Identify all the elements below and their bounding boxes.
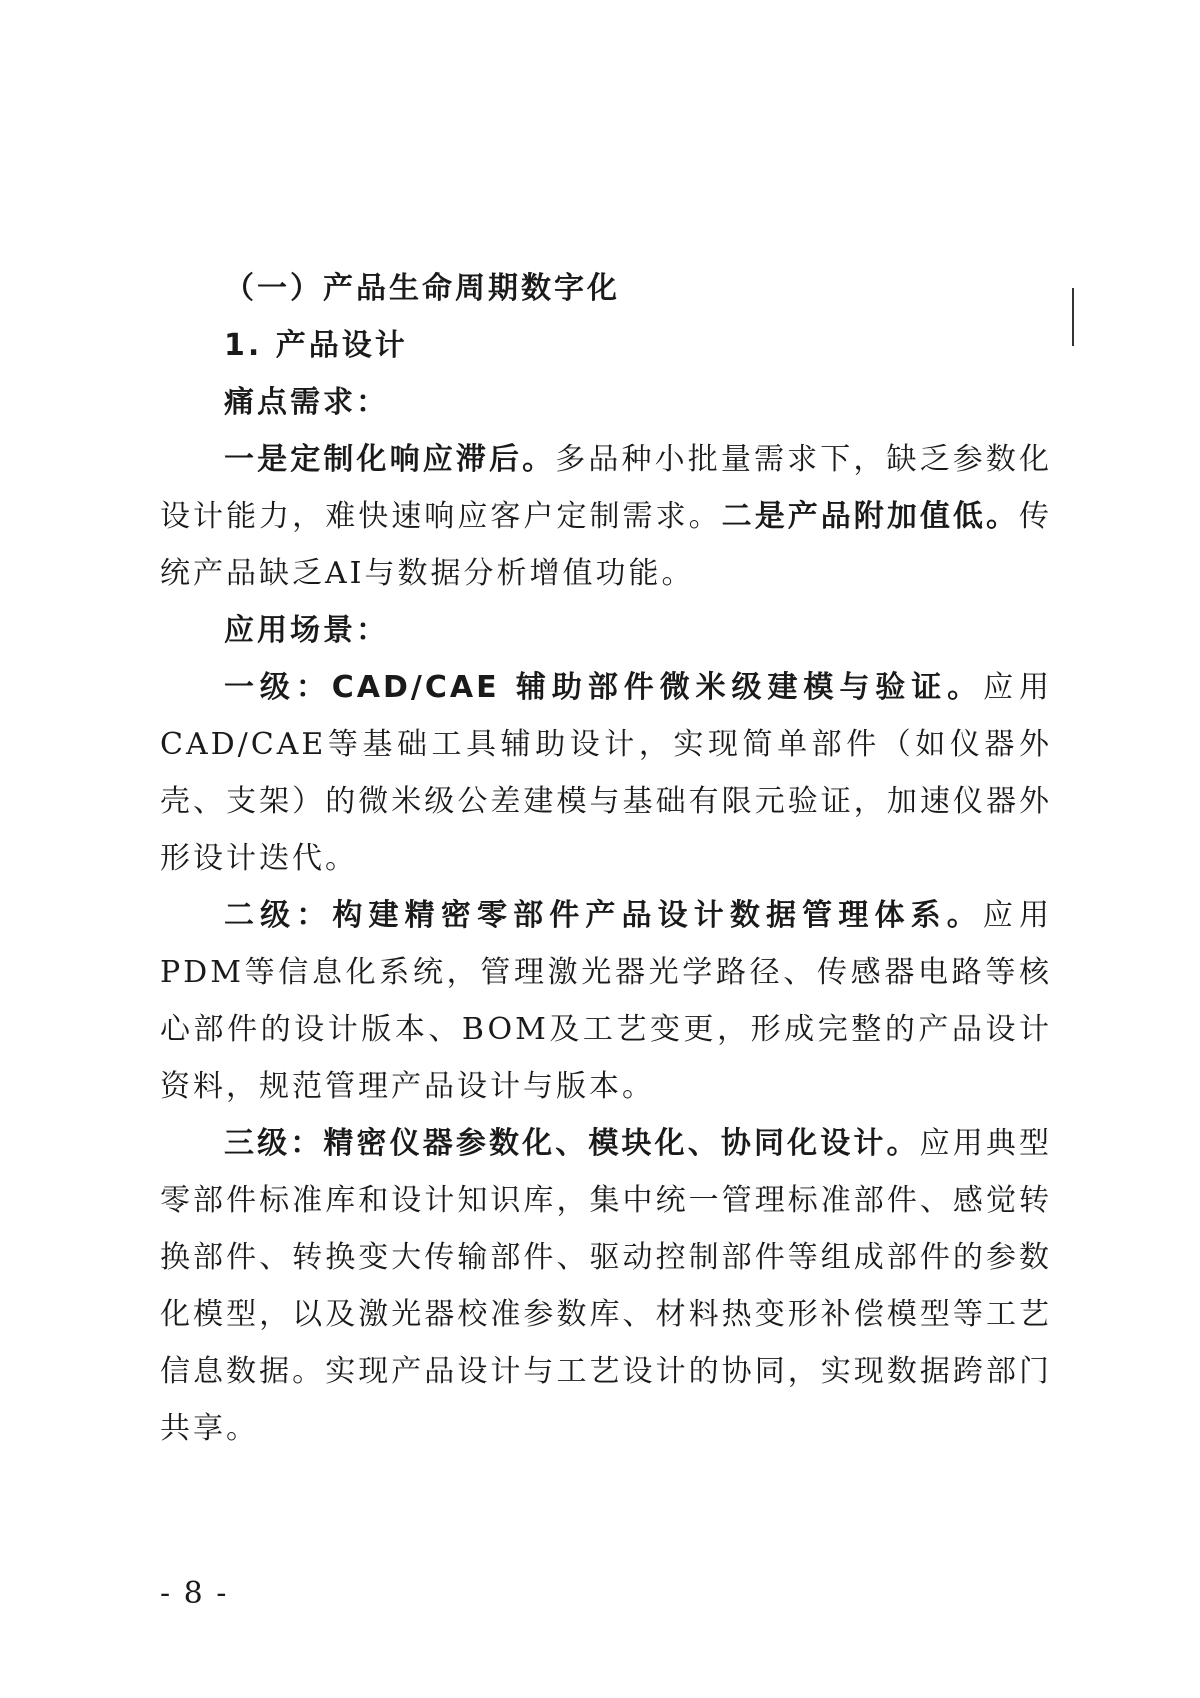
section-title: （一）产品生命周期数字化 xyxy=(224,271,620,306)
level-1-paragraph xyxy=(160,659,1052,887)
pain-points-paragraph xyxy=(160,431,1052,602)
scenarios-label: 应用场景： xyxy=(224,613,389,648)
subsection-title: 1. 产品设计 xyxy=(224,328,408,363)
level-3-heading: 三级：精密仪器参数化、模块化、协同化设计。 xyxy=(224,1126,920,1161)
pain-point-1-heading: 一是定制化响应滞后。 xyxy=(224,442,556,477)
pain-point-2-heading: 二是产品附加值低。 xyxy=(721,499,1020,534)
level-1-text: 应用CAD/CAE等基础工具辅助设计，实现简单部件（如仪器外壳、支架）的微米级公差建模与基础有限元验证，加速仪器外形设计迭代。 xyxy=(160,670,1053,876)
level-2-heading: 二级：构建精密零部件产品设计数据管理体系。 xyxy=(224,898,983,933)
level-1-heading: 一级：CAD/CAE 辅助部件微米级建模与验证。 xyxy=(224,670,984,705)
level-2-paragraph xyxy=(160,887,1052,1115)
pain-point-2-text: 传统产品缺乏AI与数据分析增值功能。 xyxy=(160,499,1053,591)
level-2-text: 应用PDM等信息化系统，管理激光器光学路径、传感器电路等核心部件的设计版本、BOM及工艺变更，形成完整的产品设计资料，规范管理产品设计与版本。 xyxy=(160,898,1053,1104)
document-body xyxy=(160,260,1052,1457)
level-3-paragraph xyxy=(160,1115,1052,1457)
pain-point-1-text: 多品种小批量需求下，缺乏参数化设计能力，难快速响应客户定制需求。 xyxy=(160,442,1052,534)
page-number: - 8 - xyxy=(160,1576,229,1611)
level-3-text: 应用典型零部件标准库和设计知识库，集中统一管理标准部件、感觉转换部件、转换变大传输部件、驱动控制部件等组成部件的参数化模型，以及激光器校准参数库、材料热变形补偿模型等工艺信息数据。实现产品设计与工艺设计的协同，实现数据跨部门共享。 xyxy=(160,1126,1052,1446)
text-cursor-mark xyxy=(1072,288,1074,346)
pain-points-label: 痛点需求： xyxy=(224,385,389,420)
